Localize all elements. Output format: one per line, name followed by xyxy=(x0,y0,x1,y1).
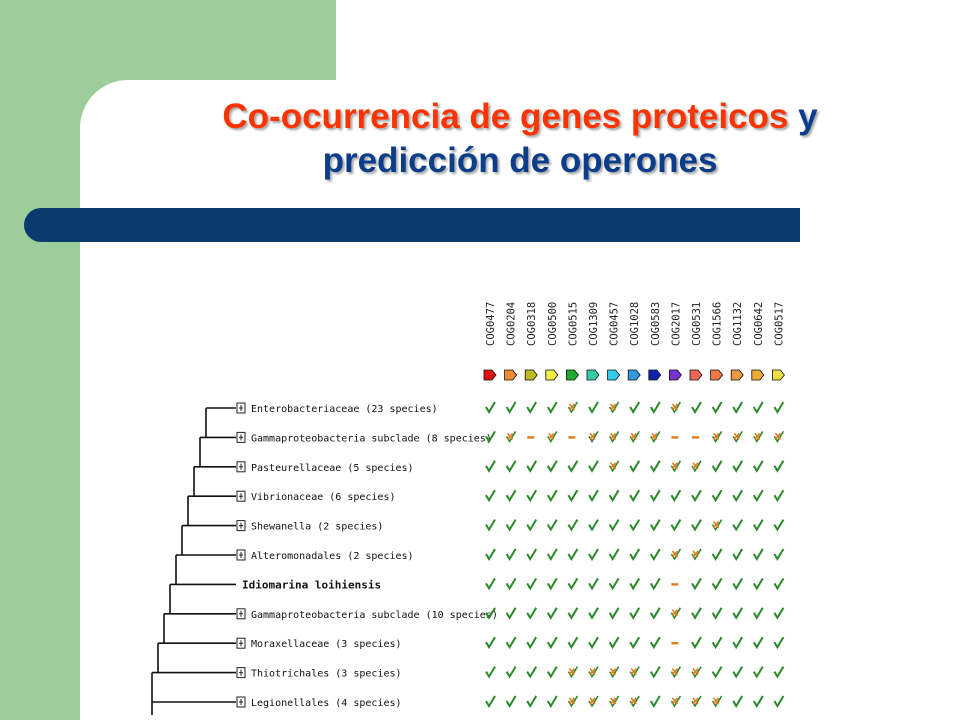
check-icon xyxy=(651,520,660,530)
check-icon xyxy=(733,490,742,500)
check-icon xyxy=(548,696,557,706)
check-icon xyxy=(486,461,495,471)
cog-column-label: COG1309 xyxy=(588,301,600,346)
taxon-label: Gammaproteobacteria subclade (8 species) xyxy=(251,433,492,445)
title-line2: predicción de operones xyxy=(322,141,718,180)
check-icon xyxy=(527,520,536,530)
gene-arrow-icon xyxy=(669,370,681,380)
check-icon xyxy=(610,578,619,588)
gene-arrow-icon xyxy=(608,370,620,380)
gene-arrow-icon xyxy=(752,370,764,380)
check-icon xyxy=(692,608,701,618)
check-icon xyxy=(733,578,742,588)
check-icon xyxy=(486,637,495,647)
check-icon xyxy=(692,520,701,530)
check-icon xyxy=(527,608,536,618)
check-icon xyxy=(527,637,536,647)
check-icon xyxy=(507,490,516,500)
check-icon xyxy=(754,608,763,618)
check-icon xyxy=(754,578,763,588)
check-icon xyxy=(568,520,577,530)
check-icon xyxy=(527,578,536,588)
taxon-label: Vibrionaceae (6 species) xyxy=(251,492,396,504)
check-icon xyxy=(774,608,783,618)
cog-column-label: COG0457 xyxy=(608,301,621,346)
check-icon xyxy=(774,549,783,559)
check-icon xyxy=(733,520,742,530)
check-icon xyxy=(713,402,722,412)
check-icon xyxy=(486,578,495,588)
check-icon xyxy=(486,402,495,412)
gene-arrow-icon xyxy=(484,370,496,380)
check-icon xyxy=(610,490,619,500)
cog-column-label: COG0583 xyxy=(649,301,662,346)
taxon-label: Legionellales (4 species) xyxy=(251,698,402,709)
check-icon xyxy=(507,578,516,588)
title-part1: Co-ocurrencia de genes proteicos xyxy=(222,97,789,136)
check-icon xyxy=(733,549,742,559)
check-icon xyxy=(527,549,536,559)
check-icon xyxy=(754,461,763,471)
check-icon xyxy=(713,608,722,618)
check-icon xyxy=(527,667,536,677)
check-icon xyxy=(568,461,577,471)
check-icon xyxy=(754,402,763,412)
check-icon xyxy=(671,520,680,530)
check-icon xyxy=(527,490,536,500)
gene-arrow-icon xyxy=(690,370,702,380)
check-icon xyxy=(733,667,742,677)
check-icon xyxy=(774,667,783,677)
check-icon xyxy=(589,637,598,647)
cog-column-label: COG0515 xyxy=(567,301,580,346)
cog-column-label: COG1132 xyxy=(732,301,745,346)
check-icon xyxy=(589,578,598,588)
check-icon xyxy=(486,520,495,530)
check-icon xyxy=(507,549,516,559)
cooccurrence-svg xyxy=(140,250,820,720)
cog-column-label: COG0318 xyxy=(526,301,539,346)
check-icon xyxy=(754,667,763,677)
taxon-label: Pasteurellaceae (5 species) xyxy=(251,462,414,474)
check-icon xyxy=(774,696,783,706)
check-icon xyxy=(568,637,577,647)
check-icon xyxy=(486,490,495,500)
check-icon xyxy=(651,490,660,500)
cog-column-label: COG0642 xyxy=(752,301,765,346)
check-icon xyxy=(733,402,742,412)
check-icon xyxy=(651,637,660,647)
check-icon xyxy=(651,667,660,677)
check-icon xyxy=(548,578,557,588)
check-icon xyxy=(630,490,639,500)
check-icon xyxy=(568,549,577,559)
check-icon xyxy=(527,402,536,412)
check-icon xyxy=(713,549,722,559)
check-icon xyxy=(507,667,516,677)
gene-arrow-icon xyxy=(628,370,640,380)
check-icon xyxy=(630,549,639,559)
cog-column-label: COG0477 xyxy=(485,301,497,346)
check-icon xyxy=(548,637,557,647)
check-icon xyxy=(754,490,763,500)
check-icon xyxy=(548,520,557,530)
gene-arrow-icon xyxy=(649,370,661,380)
check-icon xyxy=(733,637,742,647)
slide-title xyxy=(120,95,920,183)
phylogenetic-tree xyxy=(152,408,236,715)
check-icon xyxy=(548,490,557,500)
check-icon xyxy=(651,461,660,471)
check-icon xyxy=(774,490,783,500)
check-icon xyxy=(651,608,660,618)
check-icon xyxy=(774,461,783,471)
check-icon xyxy=(754,549,763,559)
taxon-label: Shewanella (2 species) xyxy=(251,521,384,533)
check-icon xyxy=(713,461,722,471)
check-icon xyxy=(548,667,557,677)
taxon-label: Alteromonadales (2 species) xyxy=(251,551,414,562)
check-icon xyxy=(651,578,660,588)
gene-arrow-icon xyxy=(772,370,784,380)
check-icon xyxy=(774,402,783,412)
check-icon xyxy=(733,461,742,471)
check-icon xyxy=(507,696,516,706)
check-icon xyxy=(507,402,516,412)
check-icon xyxy=(754,520,763,530)
gene-arrow-icon xyxy=(566,370,578,380)
check-icon xyxy=(548,549,557,559)
check-icon xyxy=(610,520,619,530)
check-icon xyxy=(774,637,783,647)
check-icon xyxy=(713,637,722,647)
check-icon xyxy=(671,490,680,500)
check-icon xyxy=(589,608,598,618)
check-icon xyxy=(733,696,742,706)
check-icon xyxy=(630,608,639,618)
cog-column-label: COG0204 xyxy=(505,301,518,346)
check-icon xyxy=(527,461,536,471)
check-icon xyxy=(630,402,639,412)
check-icon xyxy=(733,608,742,618)
cog-column-label: COG1028 xyxy=(629,301,642,346)
check-icon xyxy=(507,461,516,471)
title-divider-bar xyxy=(24,208,800,242)
gene-arrow-icon xyxy=(731,370,743,380)
check-icon xyxy=(630,578,639,588)
check-icon xyxy=(507,637,516,647)
check-icon xyxy=(589,490,598,500)
check-icon xyxy=(568,490,577,500)
check-icon xyxy=(692,490,701,500)
check-icon xyxy=(713,490,722,500)
check-icon xyxy=(486,696,495,706)
check-icon xyxy=(630,461,639,471)
check-icon xyxy=(527,696,536,706)
check-icon xyxy=(754,637,763,647)
check-icon xyxy=(568,608,577,618)
check-icon xyxy=(692,578,701,588)
check-icon xyxy=(692,637,701,647)
check-icon xyxy=(692,402,701,412)
check-icon xyxy=(610,549,619,559)
title-part2: y xyxy=(798,97,818,136)
check-icon xyxy=(548,461,557,471)
check-icon xyxy=(610,637,619,647)
check-icon xyxy=(774,520,783,530)
taxon-label: Thiotrichales (3 species) xyxy=(251,668,402,680)
gene-arrow-icon xyxy=(587,370,599,380)
cog-column-label: COG2017 xyxy=(670,301,683,346)
check-icon xyxy=(630,520,639,530)
check-icon xyxy=(630,637,639,647)
check-icon xyxy=(589,520,598,530)
check-icon xyxy=(589,461,598,471)
check-icon xyxy=(754,696,763,706)
cog-column-label: COG0500 xyxy=(546,301,559,346)
gene-arrow-icon xyxy=(505,370,517,380)
cog-column-label: COG1566 xyxy=(711,301,724,346)
taxon-label: Idiomarina loihiensis xyxy=(242,578,382,592)
check-icon xyxy=(713,667,722,677)
cog-column-label: COG0531 xyxy=(691,301,703,346)
check-icon xyxy=(651,696,660,706)
check-icon xyxy=(507,520,516,530)
check-icon xyxy=(589,402,598,412)
check-icon xyxy=(651,402,660,412)
cooccurrence-figure xyxy=(140,250,820,720)
check-icon xyxy=(486,667,495,677)
taxon-label: Moraxellaceae (3 species) xyxy=(251,639,402,651)
taxon-label: Gammaproteobacteria subclade (10 species) xyxy=(251,609,498,621)
gene-arrow-icon xyxy=(711,370,723,380)
check-icon xyxy=(548,402,557,412)
taxon-label: Enterobacteriaceae (23 species) xyxy=(251,404,438,415)
check-icon xyxy=(486,549,495,559)
check-icon xyxy=(548,608,557,618)
check-icon xyxy=(507,608,516,618)
check-icon xyxy=(774,578,783,588)
check-icon xyxy=(568,578,577,588)
gene-arrow-icon xyxy=(525,370,537,380)
cog-column-label: COG0517 xyxy=(773,301,786,346)
check-icon xyxy=(610,608,619,618)
gene-arrow-icon xyxy=(546,370,558,380)
check-icon xyxy=(651,549,660,559)
check-icon xyxy=(589,549,598,559)
check-icon xyxy=(713,578,722,588)
